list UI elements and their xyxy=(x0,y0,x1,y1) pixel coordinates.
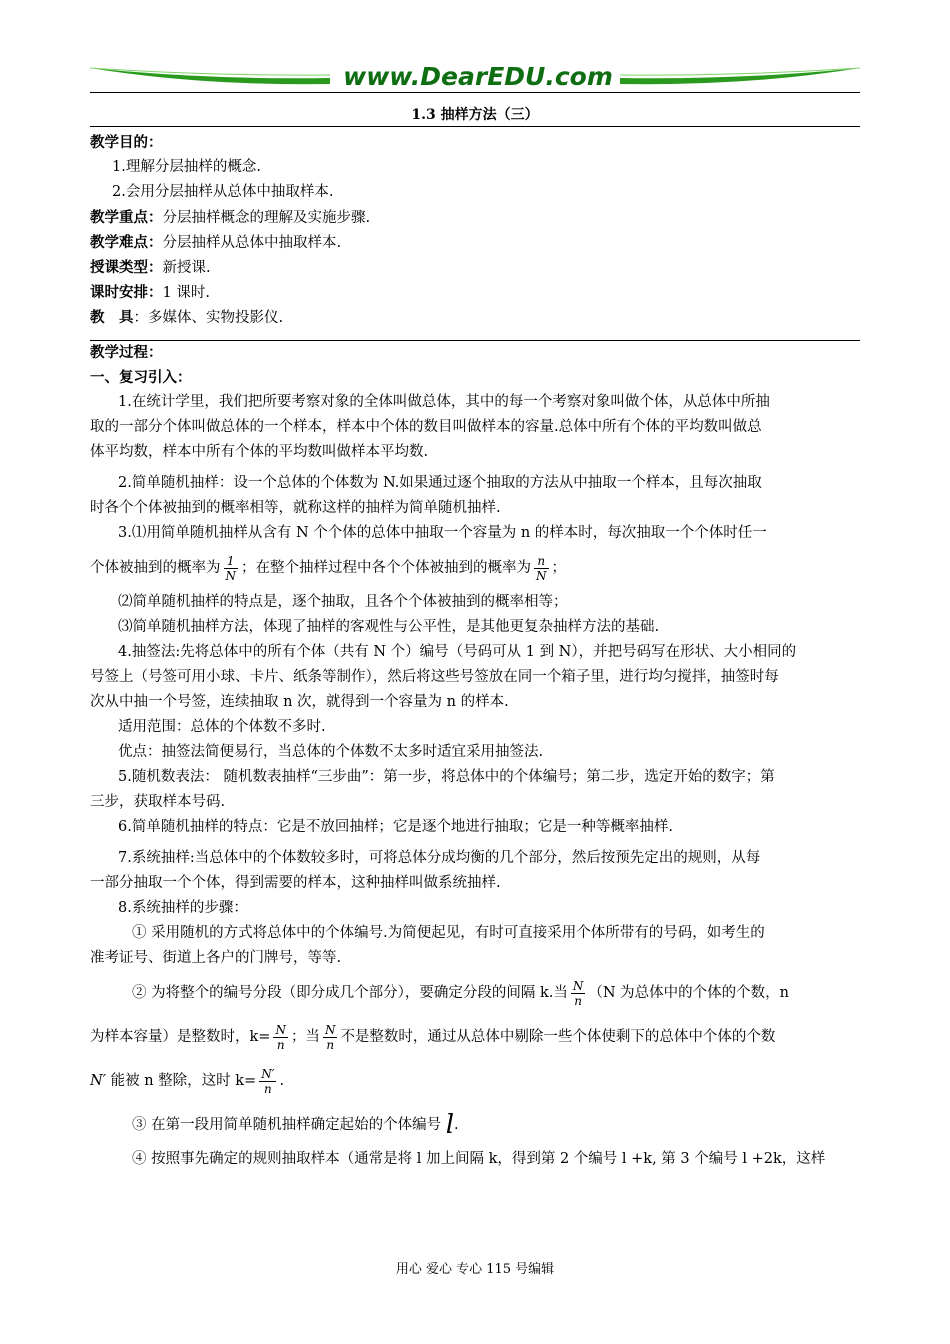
paragraph-4: 4.抽签法:先将总体中的所有个体（共有 N 个）编号（号码可从 1 到 N），并把号码写在形状、大小相同的 号签上（号签可用小球、卡片、纸条等制作），然后将这些号签放在同一个箱子里，进行均匀搅拌，抽签时每 次从中抽一个号签，连续抽取 n 次，就得到一个容量为 n 的样本. xyxy=(90,644,797,710)
fraction-N-over-n: $\frac{N}{n}$ xyxy=(572,978,584,1008)
step-2b: 为样本容量）是整数时，k= $\frac{N}{n}$ ；当 $\frac{N}{n}$ 不是整数时，通过从总体中剔除一些个体使剩下的总体中个体的个数 xyxy=(90,1022,776,1052)
fraction-1-over-N: $\frac{1}{N}$ xyxy=(225,553,236,583)
lesson-time: 课时安排：1 课时. xyxy=(90,284,210,301)
paragraph-5: 5.随机数表法： 随机数表抽样“三步曲”：第一步，将总体中的个体编号；第二步，选定开始的数字；第 三步，获取样本号码. xyxy=(90,769,775,810)
difficulty: 教学难点：分层抽样从总体中抽取样本. xyxy=(90,234,342,251)
paragraph-3d: ⑶简单随机抽样方法，体现了抽样的客观性与公平性，是其他更复杂抽样方法的基础. xyxy=(118,619,660,635)
step-4: ④ 按照事先确定的规则抽取样本（通常是将 l 加上间隔 k，得到第 2 个编号 l +k, 第 3 个编号 l +2k，这样 xyxy=(132,1151,826,1167)
step-1: ① 采用随机的方式将总体中的个体编号.为简便起见，有时可直接采用个体所带有的号码，如考生的 准考证号、街道上各户的门牌号，等等. xyxy=(90,925,765,966)
fraction-N-over-n-2: $\frac{N}{n}$ xyxy=(275,1022,286,1052)
page-title: 1.3 抽样方法（三） xyxy=(411,107,539,123)
paragraph-7: 7.系统抽样:当总体中的个体数较多时，可将总体分成均衡的几个部分，然后按预先定出的规则，从每 一部分抽取一个个体，得到需要的样本，这种抽样叫做系统抽样. xyxy=(90,850,761,891)
fraction-Np-over-n: $\frac{N'}{n}$ xyxy=(261,1066,275,1096)
goal-item-1: 1.理解分层抽样的概念. xyxy=(112,159,261,175)
paragraph-8-title: 8.系统抽样的步骤： xyxy=(118,900,248,916)
page-footer: 用心 爱心 专心 115 号编辑 xyxy=(395,1262,555,1277)
paragraph-3a: 3.⑴用简单随机抽样从含有 N 个个体的总体中抽取一个容量为 n 的样本时，每次抽取一个个体时任一 xyxy=(118,525,767,541)
site-logo[interactable]: www.DearEDU.com xyxy=(343,62,613,91)
key-point: 教学重点：分层抽样概念的理解及实施步骤. xyxy=(90,209,371,226)
paragraph-2: 2.简单随机抽样：设一个总体的个体数为 N.如果通过逐个抽取的方法从中抽取一个样本，且每次抽取 时各个个体被抽到的概率相等，就称这样的抽样为简单随机抽样. xyxy=(90,475,762,516)
paragraph-3c: ⑵简单随机抽样的特点是，逐个抽取，且各个个体被抽到的概率相等； xyxy=(118,594,568,610)
document-body xyxy=(90,130,860,1172)
process-label: 教学过程： xyxy=(90,344,163,361)
paragraph-3b: 个体被抽到的概率为 $\frac{1}{N}$ ；在整个抽样过程中各个个体被抽到的概率为 $\frac{n}{N}$ ； xyxy=(90,553,566,583)
step-3: ③ 在第一段用简单随机抽样确定起始的个体编号 l. xyxy=(132,1110,459,1140)
review-label: 一、复习引入： xyxy=(90,369,192,386)
paragraph-4-scope: 适用范围：总体的个体数不多时. xyxy=(118,719,326,735)
paragraph-4-advantage: 优点：抽签法简便易行，当总体的个体数不太多时适宜采用抽签法. xyxy=(118,744,544,760)
paragraph-1: 1.在统计学里，我们把所要考察对象的全体叫做总体，其中的每一个考察对象叫做个体，从总体中所抽 取的一部分个体叫做总体的一个样本，样本中个体的数目叫做样本的容量.总体中所有个体的平均数叫做总 体平均数，样本中所有个体的平均数叫做样本平均数. xyxy=(90,394,770,460)
paragraph-6: 6.简单随机抽样的特点：它是不放回抽样；它是逐个地进行抽取；它是一种等概率抽样. xyxy=(118,819,673,835)
step-2c: N′ 能被 n 整除，这时 k= $\frac{N'}{n}$ . xyxy=(90,1066,285,1096)
header-divider xyxy=(90,92,860,93)
goal-item-2: 2.会用分层抽样从总体中抽取样本. xyxy=(112,184,334,200)
goal-label: 教学目的： xyxy=(90,134,163,151)
fraction-n-over-N: $\frac{n}{N}$ xyxy=(536,553,547,583)
title-divider xyxy=(90,126,860,127)
page-header xyxy=(90,62,860,92)
teaching-tools: 教 具：多媒体、实物投影仪. xyxy=(90,309,284,326)
step-2a: ② 为将整个的编号分段（即分成几个部分），要确定分段的间隔 k.当 $\frac{N}{n}$ （N 为总体中的个体的个数，n xyxy=(132,978,790,1008)
lesson-type: 授课类型：新授课. xyxy=(90,259,211,276)
fraction-N-over-n-3: $\frac{N}{n}$ xyxy=(324,1022,336,1052)
